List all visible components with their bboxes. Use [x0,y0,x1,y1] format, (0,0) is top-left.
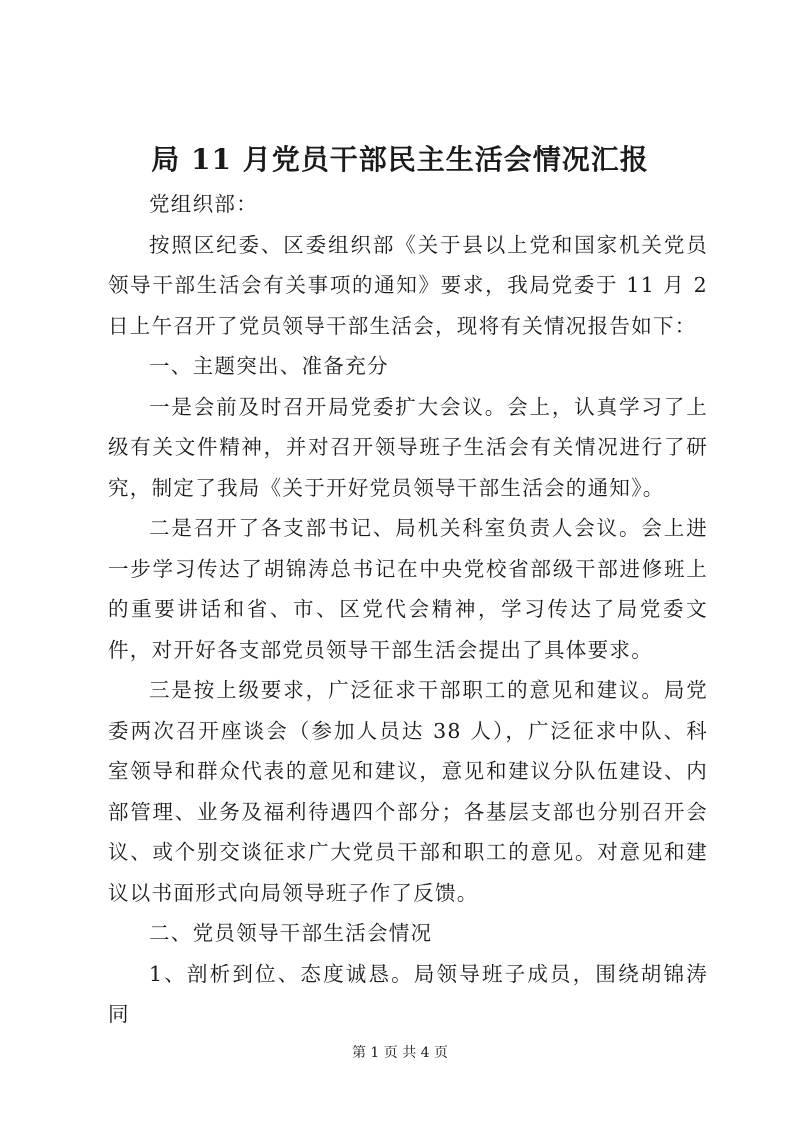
paragraph-point-2: 二是召开了各支部书记、局机关科室负责人会议。会上进一步学习传达了胡锦涛总书记在中央党校省部级干部进修班上的重要讲话和省、市、区党代会精神，学习传达了局党委文件，对开好各支部党员领导干部生活会提出了具体要求。 [108,516,708,662]
document-body [108,184,708,1035]
paragraph-point-3: 三是按上级要求，广泛征求干部职工的意见和建议。局党委两次召开座谈会（参加人员达 38 人），广泛征求中队、科室领导和群众代表的意见和建议，意见和建议分队伍建设、内部管理、业务及福利待遇四个部分；各基层支部也分别召开会议、或个别交谈征求广大党员干部和职工的意见。对意见和建议以书面形式向局领导班子作了反馈。 [108,678,708,905]
paragraph-point-1: 一是会前及时召开局党委扩大会议。会上，认真学习了上级有关文件精神，并对召开领导班子生活会有关情况进行了研究，制定了我局《关于开好党员领导干部生活会的通知》。 [108,394,708,500]
document-title: 局 11 月党员干部民主生活会情况汇报 [151,143,649,176]
page-number-footer: 第 1 页 共 4 页 [351,1045,449,1061]
salutation: 党组织部： [149,192,258,216]
paragraph-intro: 按照区纪委、区委组织部《关于县以上党和国家机关党员领导干部生活会有关事项的通知》要求，我局党委于 11 月 2 日上午召开了党员领导干部生活会，现将有关情况报告如下： [108,232,708,338]
section-heading-2: 二、党员领导干部生活会情况 [149,921,433,945]
section-heading-1: 一、主题突出、准备充分 [149,354,389,378]
paragraph-item-1: 1、剖析到位、态度诚恳。局领导班子成员，围绕胡锦涛同 [108,961,708,1026]
